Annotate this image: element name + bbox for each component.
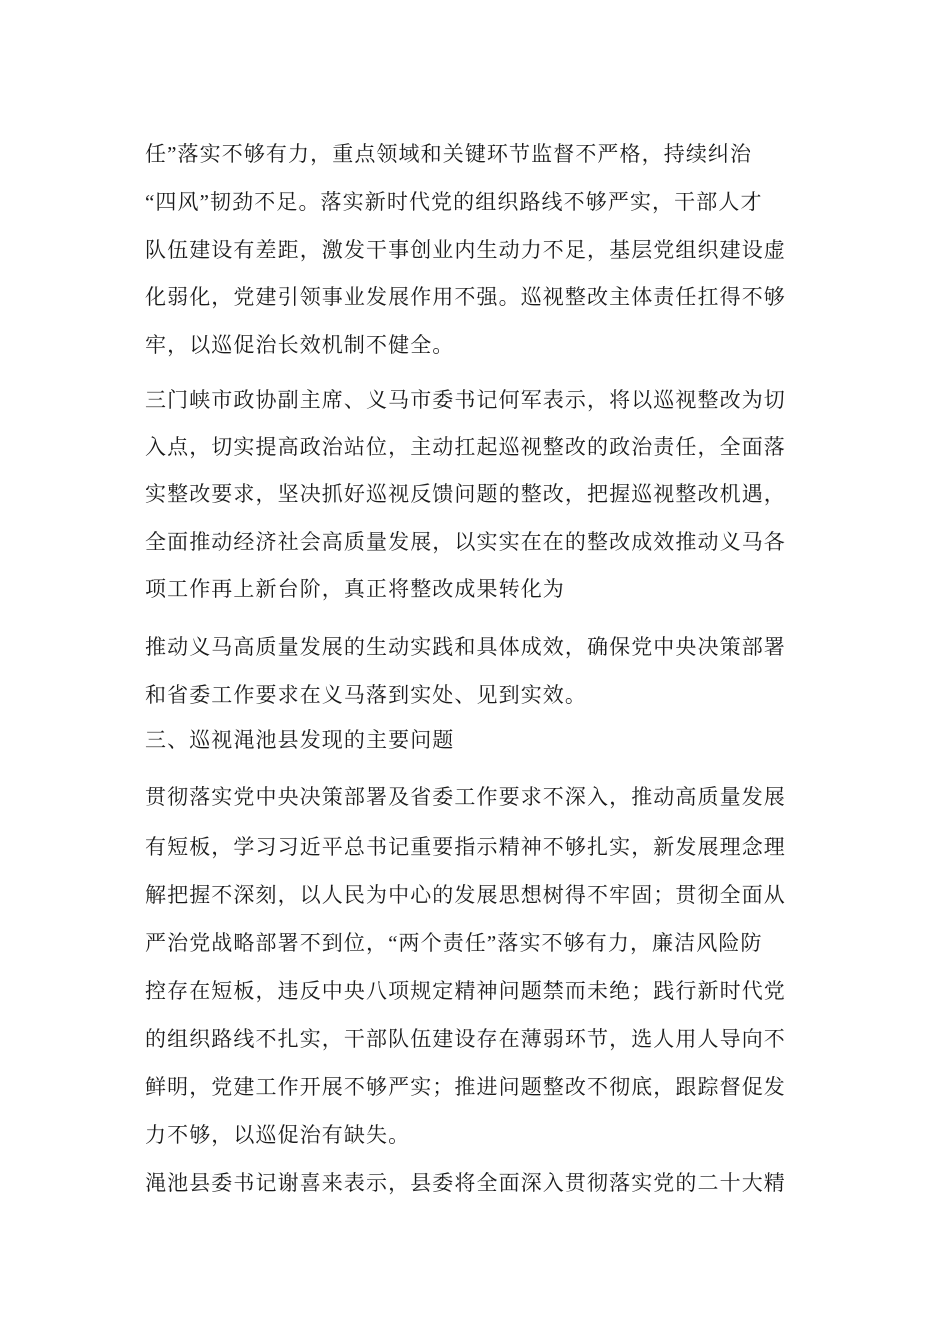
text-line: 推动义马高质量发展的生动实践和具体成效，确保党中央决策部署 bbox=[145, 635, 786, 659]
text-line: 队伍建设有差距，激发干事创业内生动力不足，基层党组织建设虚 bbox=[145, 238, 786, 262]
text-line: 鲜明，党建工作开展不够严实；推进问题整改不彻底，跟踪督促发 bbox=[145, 1075, 786, 1099]
text-line: 牢，以巡促治长效机制不健全。 bbox=[145, 333, 455, 357]
text-line: 全面推动经济社会高质量发展，以实实在在的整改成效推动义马各 bbox=[145, 530, 786, 554]
section-heading: 三、巡视渑池县发现的主要问题 bbox=[145, 728, 455, 752]
text-line: 和省委工作要求在义马落到实处、见到实效。 bbox=[145, 683, 587, 707]
text-line: 贯彻落实党中央决策部署及省委工作要求不深入，推动高质量发展 bbox=[145, 785, 786, 809]
text-line: 化弱化，党建引领事业发展作用不强。巡视整改主体责任扛得不够 bbox=[145, 285, 786, 309]
text-line: 解把握不深刻，以人民为中心的发展思想树得不牢固；贯彻全面从 bbox=[145, 883, 786, 907]
text-line: 任”落实不够有力，重点领域和关键环节监督不严格，持续纠治 bbox=[145, 142, 753, 166]
text-line: 渑池县委书记谢喜来表示，县委将全面深入贯彻落实党的二十大精 bbox=[145, 1171, 786, 1195]
text-line: 入点，切实提高政治站位，主动扛起巡视整改的政治责任，全面落 bbox=[145, 435, 786, 459]
text-line: 三门峡市政协副主席、义马市委书记何军表示，将以巡视整改为切 bbox=[145, 388, 786, 412]
text-line: 力不够，以巡促治有缺失。 bbox=[145, 1123, 411, 1147]
text-line: 严治党战略部署不到位，“两个责任”落实不够有力，廉洁风险防 bbox=[145, 931, 763, 955]
text-line: 的组织路线不扎实，干部队伍建设存在薄弱环节，选人用人导向不 bbox=[145, 1027, 786, 1051]
text-line: 有短板，学习习近平总书记重要指示精神不够扎实，新发展理念理 bbox=[145, 835, 786, 859]
text-line: 实整改要求，坚决抓好巡视反馈问题的整改，把握巡视整改机遇， bbox=[145, 482, 786, 506]
text-line: 项工作再上新台阶，真正将整改成果转化为 bbox=[145, 577, 565, 601]
text-line: “四风”韧劲不足。落实新时代党的组织路线不够严实，干部人才 bbox=[145, 190, 763, 214]
text-line: 控存在短板，违反中央八项规定精神问题禁而未绝；践行新时代党 bbox=[145, 979, 786, 1003]
